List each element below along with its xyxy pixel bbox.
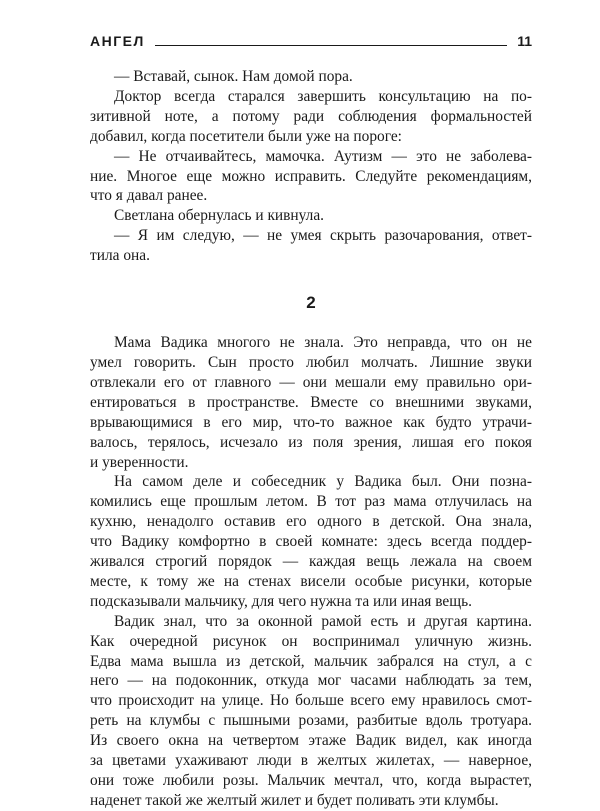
text-line: наденет такой же желтый жилет и будет поливать эти клумбы. bbox=[90, 791, 499, 809]
text-line: валось, терялось, исчезало из поля зрения, лишая его покоя bbox=[90, 433, 532, 451]
text-line: и уверенности. bbox=[90, 453, 189, 471]
text-line: месте, к тому же на стенах висели особые рисунки, которые bbox=[90, 572, 532, 590]
text-line: ентироваться в пространстве. Вместе со внешними звуками, bbox=[90, 393, 532, 411]
text-line: что Вадику комфортно в своей комнате: здесь всегда поддер- bbox=[90, 533, 532, 551]
text-line: что я давал ранее. bbox=[90, 187, 208, 205]
paragraph bbox=[90, 226, 532, 266]
page-body bbox=[90, 67, 532, 811]
text-line: за цветами ухаживают люди в желтых жилетах, — наверное, bbox=[90, 752, 532, 770]
text-line: него — на подоконник, откуда мог часами наблюдать за тем, bbox=[90, 672, 532, 690]
paragraph bbox=[90, 67, 532, 87]
text-line: Как очередной рисунок он воспринимал уличную жизнь. bbox=[90, 632, 532, 650]
text-line: — Я им следую, — не умея скрыть разочарования, ответ- bbox=[114, 227, 532, 245]
text-line: они тоже любили розы. Мальчик мечтал, что, когда вырастет, bbox=[90, 772, 532, 789]
text-line: живался строгий порядок — каждая вещь лежала на своем bbox=[90, 553, 532, 571]
text-line: ние. Многое еще можно исправить. Следуйте рекомендациям, bbox=[90, 167, 532, 185]
text-line: Светлана обернулась и кивнула. bbox=[114, 207, 325, 225]
text-line: — Не отчаивайтесь, мамочка. Аутизм — это не заболева- bbox=[114, 147, 532, 165]
header-rule bbox=[155, 45, 507, 46]
text-line: реть на клумбы с пышными розами, разбитые вдоль тротуара. bbox=[90, 712, 532, 730]
text-line: тила она. bbox=[90, 247, 150, 265]
text-line: Из своего окна на четвертом этаже Вадик видел, как иногда bbox=[90, 732, 532, 750]
paragraph bbox=[90, 87, 532, 147]
page-number: 11 bbox=[517, 33, 532, 49]
section-one bbox=[90, 67, 532, 266]
paragraph bbox=[90, 333, 532, 472]
text-line: На самом деле и собеседник у Вадика был. Они позна- bbox=[114, 473, 532, 491]
text-line: Едва мама вышла из детской, мальчик забрался на стул, а с bbox=[90, 652, 532, 670]
text-line: зитивной ноте, а потому ради соблюдения формальностей bbox=[90, 107, 532, 125]
text-line: что происходит на улице. Но больше всего ему нравилось смот- bbox=[90, 692, 532, 710]
text-line: врывающимися в его мир, что-то важное как будто утрачи- bbox=[90, 413, 532, 431]
text-line: — Вставай, сынок. Нам домой пора. bbox=[114, 68, 353, 85]
chapter-number: 2 bbox=[306, 293, 316, 313]
paragraph bbox=[90, 206, 532, 226]
running-title: АНГЕЛ bbox=[90, 33, 145, 49]
running-header bbox=[90, 34, 532, 48]
text-line: Мама Вадика многого не знала. Это неправда, что он не bbox=[114, 334, 532, 352]
paragraph bbox=[90, 147, 532, 207]
paragraph bbox=[90, 612, 532, 811]
text-line: Вадик знал, что за оконной рамой есть и другая картина. bbox=[114, 612, 532, 630]
section-two bbox=[90, 333, 532, 811]
paragraph bbox=[90, 472, 532, 611]
text-line: добавил, когда посетители были уже на пороге: bbox=[90, 127, 402, 145]
text-line: комились еще прошлым летом. В тот раз мама отлучилась на bbox=[90, 493, 532, 511]
text-line: подсказывали мальчику, для чего нужна та или иная вещь. bbox=[90, 592, 472, 610]
text-line: Доктор всегда старался завершить консультацию на по- bbox=[114, 87, 532, 105]
text-line: кухню, ненадолго оставив его одного в детской. Она знала, bbox=[90, 513, 532, 531]
text-line: умел говорить. Сын просто любил молчать. Лишние звуки bbox=[90, 353, 532, 371]
text-line: отвлекали его от главного — они мешали ему правильно ори- bbox=[90, 373, 532, 391]
